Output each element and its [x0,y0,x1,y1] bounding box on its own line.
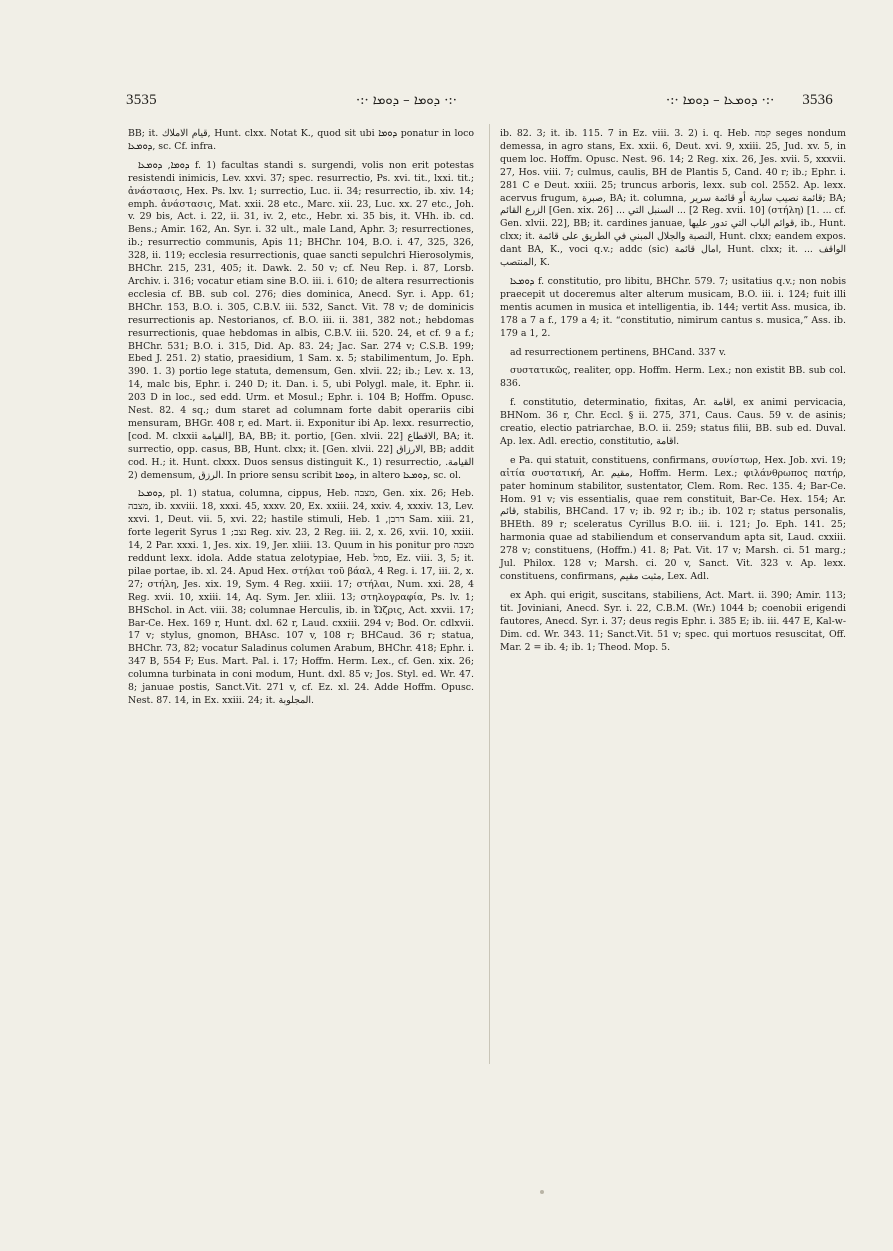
entry-constitutio: ܕܘܡܥܐ f. constitutio, pro libitu, BHChr. 579. 7; usitatius q.v.; non nobis praecepit ut doceremus alter alterum musicam, B.O. iii. i. 124; fuit illi mentis acumen in musica et intelligentia, ib. 144; vertit Ass. musica, ib. 178 a 7 a f., 179 a 4; it. “constitutio, nimirum cantus s. musica,” Ass. ib. 179 a 1, 2. [500,275,846,339]
running-head-left: ·:· ܕܘܡܐ – ܕܘܡܐ ·:· [356,93,457,108]
entry-qaymta-statua: ܕܘܡܥܐ, pl. 1) statua, columna, cippus, Heb. מצבה, Gen. xix. 26; Heb. מצבה, ib. xxviii. 18, xxxi. 45, xxxv. 20, Ex. xxiii. 24, xxiv. 4, xxxiv. 13, Lev. xxvi. 1, Deut. vii. 5, xvi. 22; hastile stimuli, Heb. דרבן, 1 Sam. xiii. 21, forte legerit Syrus נצב; 1 Reg. xiv. 23, 2 Reg. iii. 2, x. 26, xvii. 10, xxiii. 14, 2 Par. xxxi. 1, Jes. xix. 19, Jer. xliii. 13. Quum in his ponitur pro מצבה reddunt lexx. idola. Adde statua zelotypiae, Heb. סמל, Ez. viii. 3, 5; it. pilae portae, ib. xl. 24. Apud Hex. στήλαι τοῦ βάαλ, 4 Reg. i. 17, iii. 2, x. 27; στήλη, Jes. xix. 19, Sym. 4 Reg. xxiii. 17; στήλαι, Num. xxi. 28, 4 Reg. xvii. 10, xxiii. 14, Aq. Sym. Jer. xliii. 13; στηλογραφία, Ps. lv. 1; BHSchol. in Act. viii. 38; columnae Herculis, ib. in Ὤζρις, Act. xxvii. 17; Bar-Ce. Hex. 169 r, Hunt. dxl. 62 r, Laud. cxxiii. 294 v; Bod. Or. cdlxvii. 17 v; stylus, gnomon, BHAsc. 107 v, 108 r; BHCaud. 36 r; statua, BHChr. 73, 82; vocatur Saladinus columen Arabum, BHChr. 418; Ephr. i. 347 B, 554 F; Eus. Mart. Pal. i. 17; Hoffm. Herm. Lex., cf. Gen. xix. 26; columna turbinata in coni modum, Hunt. dxl. 85 v; Jos. Styl. ed. Wr. 47. 8; januae postis, Sanct.Vit. 271 v, cf. Ez. xl. 24. Adde Hoffm. Opusc. Nest. 87. 14, in Ex. xxiii. 24; it. المجلوبة. [128,488,475,706]
running-head-right: ·:· ܕܘܡܥܐ – ܕܘܡܐ ·:· [666,93,775,108]
entry-constituens: e Pa. qui statuit, constituens, confirmans, συνίστωρ, Hex. Job. xvi. 19; αἰτία συστατική, Ar. مقيم, Hoffm. Herm. Lex.; φιλάνθρωπος πατήρ, pater hominum stabilitor, sustentator, Clem. Rom. Rec. 135. 4; Bar-Ce. Hom. 91 v; vis essentialis, quae rem constituit, Bar-Ce. Hex. 154; Ar. قائم, stabilis, BHCand. 17 v; ib. 92 r; ib.; ib. 102 r; status personalis, BHEth. 89 r; sceleratus Cyrillus B.O. iii. i. 121; Jo. Eph. 141. 25; harmonia quae ad stabiliendum et conservandum apta sit, Laud. cxxiii. 278 v; constituens, (Hoffm.) 41. 8; Pat. Vit. 17 v; Marsh. ci. 51 marg.; Jul. Philox. 128 v; Marsh. ci. 20 v, Sanct. Vit. 323 v. Ap. lexx. constituens, confirmans, مثبت مقيم, Lex. Adl. [500,454,846,582]
entry-qyamta-resurrectio: ܕܘܡܐ, ܕܘܡܥܐ f. 1) facultas standi s. surgendi, volis non erit potestas resistendi inimicis, Lev. xxvi. 37; spec. resurrectio, Ps. xvi. tit., lxxi. tit.; ἀνάστασις, Hex. Ps. lxv. 1; surrectio, Luc. ii. 34; resurrectio, ib. xiv. 14; emph. ἀνάστασις, Mat. xxii. 28 etc., Marc. xii. 23, Luc. xx. 27 etc., Joh. v. 29 bis, Act. i. 22, ii. 31, iv. 2, etc., Hebr. xi. 35 bis, it. VHh. ib. cd. Bens.; Amir. 162, An. Syr. i. 32 ult., male Land, Aphr. 3; resurrectiones, ib.; resurrectio communis, Apis 11; BHChr. 104, B.O. i. 47, 325, 326, 328, ii. 119; ecclesia resurrectionis, quae sancti sepulchri Hierosolymis, BHChr. 215, 231, 405; it. Dawk. 2. 50 v; cf. Neu Rep. i. 87, Lorsb. Archiv. i. 316; vocatur etiam sine B.O. iii. i. 610; de altera resurrectionis ecclesia cf. BB. sub col. 276; dies dominica, Anecd. Syr. i. App. 61; BHChr. 153, B.O. i. 305, C.B.V. iii. 532, Sanct. Vit. 78 v; de dominicis resurrectionis ap. Nestorianos, cf. B.O. iii. ii. 381, 382 not.; hebdomas resurrectionis, quae hebdomas in albis, C.B.V. iii. 520. 24, et cf. 9 a f.; BHChr. 531; B.O. i. 315, Did. Ap. 83. 24; Jac. Sar. 274 v; C.S.B. 199; Ebed J. 251. 2) statio, praesidium, 1 Sam. x. 5; stabilimentum, Jo. Eph. 390. 1. 3) portio lege statuta, demensum, Gen. xlvii. 22; ib.; Lev. x. 13, 14, malc bis, Ephr. i. 240 D; it. Dan. i. 5, ubi Polygl. male, it. Ephr. ii. 203 D in loc., sed edd. Urm. et Mosul.; Ephr. i. 104 B; Hoffm. Opusc. Nest. 82. 4 sq.; dum staret ad columnam forte dabit operariis cibi mensuram, BHGr. 408 r, ed. Mart. ii. Exponitur ibi Ap. lexx. resurrectio, [cod. M. clxxii القيامة], BA, BB; it. portio, [Gen. xlvii. 22] الاقطاع, BA; it. surrectio, opp. casus, BB, Hunt. clxx; it. [Gen. xlvii. 22] الارزاق, BB; addit cod. H.; it. Hunt. clxxx. Duos sensus distinguit K., 1) resurrectio, القيامة. 2) demensum, الرزق. In priore sensu scribit ܕܘܡܐ, in altero ܕܘܡܥܐ, sc. ol. [128,159,474,481]
entry-realiter: συστατικῶς, realiter, opp. Hoffm. Herm. Lex.; non existit BB. sub col. 836. [500,365,846,390]
entry-continuation: BB; it. قيام الاملاك, Hunt. clxx. Notat K., quod sit ubi ܕܘܡܐ ponatur in loco ܕܘܡܥܐ, sc. Cf. infra. [128,128,475,152]
entry-resurrectionem-pertinens: ad resurrectionem pertinens, BHCand. 337 v. [510,346,727,358]
left-column [128,128,474,714]
page-number-left: 3535 [126,92,157,108]
page-header [126,92,833,118]
page-speck [540,1190,544,1194]
page-number-right: 3536 [802,92,833,108]
right-column [500,128,846,660]
column-divider [489,124,490,1064]
entry-suscitans: ex Aph. qui erigit, suscitans, stabiliens, Act. Mart. ii. 390; Amir. 113; tit. Joviniani, Anecd. Syr. i. 22, C.B.M. (Wr.) 1044 b; coenobii erigendi fautores, Anecd. Syr. i. 37; deus regis Ephr. i. 385 E; ib. iii. 447 E, Kal-w-Dim. cd. Wr. 343. 11; Sanct.Vit. 51 v; spec. qui mortuos resuscitat, Off. Mar. 2 = ib. 4; ib. 1; Theod. Mop. 5. [500,589,846,653]
entry-determinatio: f. constitutio, determinatio, fixitas, Ar. اقامة, ex animi pervicacia, BHNom. 36 r, Chr. Eccl. § ii. 275, 371, Caus. Caus. 59 v. de asinis; creatio, electio patriarchae, B.O. ii. 259; status filii, BB. sub ed. Duval. Ap. lex. Adl. erectio, constitutio, اقامة. [500,397,846,447]
entry-continuation-right: ib. 82. 3; it. ib. 115. 7 in Ez. viii. 3. 2) i. q. Heb. קמה seges nondum demessa, in agro stans, Ex. xxii. 6, Deut. xvi. 9, xxiii. 25, Jud. xv. 5, in quem loc. Hoffm. Opusc. Nest. 96. 14; 2 Reg. xix. 26, Jes. xvii. 5, xxxvii. 27, Hos. viii. 7; culmus, caulis, BH de Plantis 5, Cand. 40 r; ib.; Ephr. i. 281 C e Deut. xxiii. 25; truncus arboris, lexx. sub col. 2552. Ap. lexx. acervus frugum, صبرة, BA; it. columna, قائمة نصيب سارية أو قائمة سرير; BA; الزرع القائم [Gen. xix. 26] ... السنبل التي ... [2 Reg. xvii. 10] (στήλη) [1. ... cf. Gen. xlvii. 22], BB; it. cardines januae, قوائم الباب التي تدور عليها, ib., Hunt. clxx; it. النصبة والجلال المبني في الطريق على قائمة, Hunt. clxx; eandem expos. dant BA, K., voci q.v.; addc (sic) امال قائمة, Hunt. clxx; it. ... الواقف المنتصب, K. [500,128,847,269]
